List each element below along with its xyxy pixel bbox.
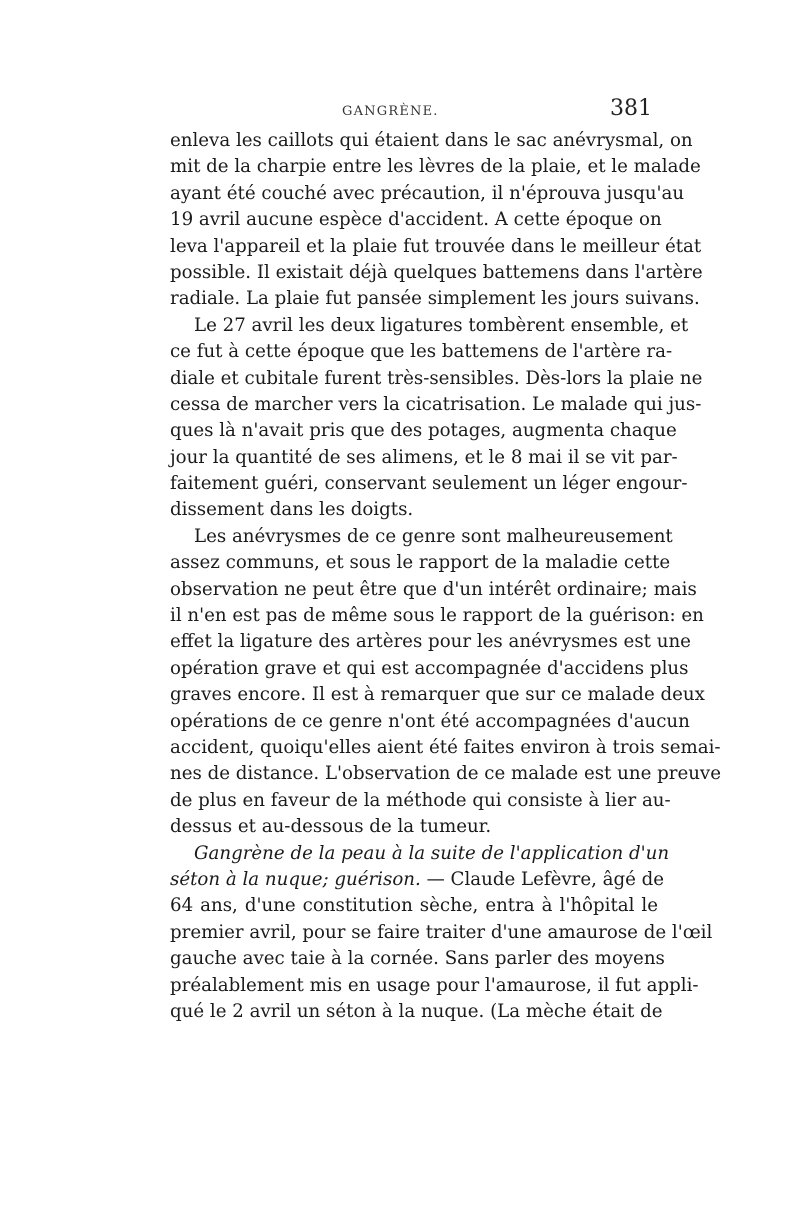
text-line: ayant été couché avec précaution, il n'éprouva jusqu'au xyxy=(170,182,685,204)
text-line: faitement guéri, conservant seulement un léger engour- xyxy=(170,473,688,495)
section-title: Gangrène de la peau à la suite de l'application d'un xyxy=(194,842,670,864)
text-line: graves encore. Il est à remarquer que sur ce malade deux xyxy=(170,684,705,706)
text-line: opération grave et qui est accompagnée d'accidens plus xyxy=(170,657,689,679)
text-lines xyxy=(170,128,721,841)
text-line: radiale. La plaie fut pansée simplement les jours suivans. xyxy=(170,288,700,310)
text-line: leva l'appareil et la plaie fut trouvée dans le meilleur état xyxy=(170,235,702,257)
text-line: qué le 2 avril un séton à la nuque. (La mèche était de xyxy=(170,1000,663,1022)
text-line xyxy=(170,867,665,893)
text-line: possible. Il existait déjà quelques battemens dans l'artère xyxy=(170,261,703,283)
text-line: 64 ans, d'une constitution sèche, entra à l'hôpital le xyxy=(170,895,658,917)
text-line xyxy=(170,841,670,867)
text-line: ques là n'avait pris que des potages, augmenta chaque xyxy=(170,420,677,442)
text-line: dissement dans les doigts. xyxy=(170,499,414,521)
section-title-cont: séton à la nuque; guérison. xyxy=(170,868,421,890)
text-line: il n'en est pas de même sous le rapport de la guérison: en xyxy=(170,605,704,627)
text-line: opérations de ce genre n'ont été accompagnées d'aucun xyxy=(170,710,690,732)
text-line: jour la quantité de ses alimens, et le 8 mai il se vit par- xyxy=(170,446,678,468)
running-head: GANGRÈNE. xyxy=(342,104,439,119)
text-line: Le 27 avril les deux ligatures tombèrent ensemble, et xyxy=(194,314,689,336)
text-line: enleva les caillots qui étaient dans le sac anévrysmal, on xyxy=(170,130,693,151)
text-line: préalablement mis en usage pour l'amaurose, il fut appli- xyxy=(170,974,699,996)
text-line: 19 avril aucune espèce d'accident. A cette époque on xyxy=(170,209,662,231)
text-line: mit de la charpie entre les lèvres de la plaie, et le malade xyxy=(170,156,701,178)
text-line: assez communs, et sous le rapport de la maladie cette xyxy=(170,552,671,574)
text-line: nes de distance. L'observation de ce malade est une preuve xyxy=(170,763,721,785)
text-line: Les anévrysmes de ce genre sont malheureusement xyxy=(194,525,673,547)
body-text xyxy=(170,128,721,1025)
text-line: observation ne peut être que d'un intérêt ordinaire; mais xyxy=(170,578,697,600)
text-line: de plus en faveur de la méthode qui consiste à lier au- xyxy=(170,789,671,811)
page-header xyxy=(170,96,656,126)
text-line: diale et cubitale furent très-sensibles. Dès-lors la plaie ne xyxy=(170,367,703,389)
text-line: effet la ligature des artères pour les anévrysmes est une xyxy=(170,631,691,653)
text-line: accident, quoiqu'elles aient été faites environ à trois semai- xyxy=(170,736,721,758)
text-line: premier avril, pour se faire traiter d'une amaurose de l'œil xyxy=(170,921,713,943)
text-line: gauche avec taie à la cornée. Sans parler des moyens xyxy=(170,948,665,970)
text-line: cessa de marcher vers la cicatrisation. Le malade qui jus- xyxy=(170,393,702,415)
text-line: ce fut à cette époque que les battemens de l'artère ra- xyxy=(170,341,673,363)
text-line: dessus et au-dessous de la tumeur. xyxy=(170,816,492,838)
page-number: 381 xyxy=(610,96,652,121)
text-fragment: — Claude Lefèvre, âgé de xyxy=(420,868,665,890)
